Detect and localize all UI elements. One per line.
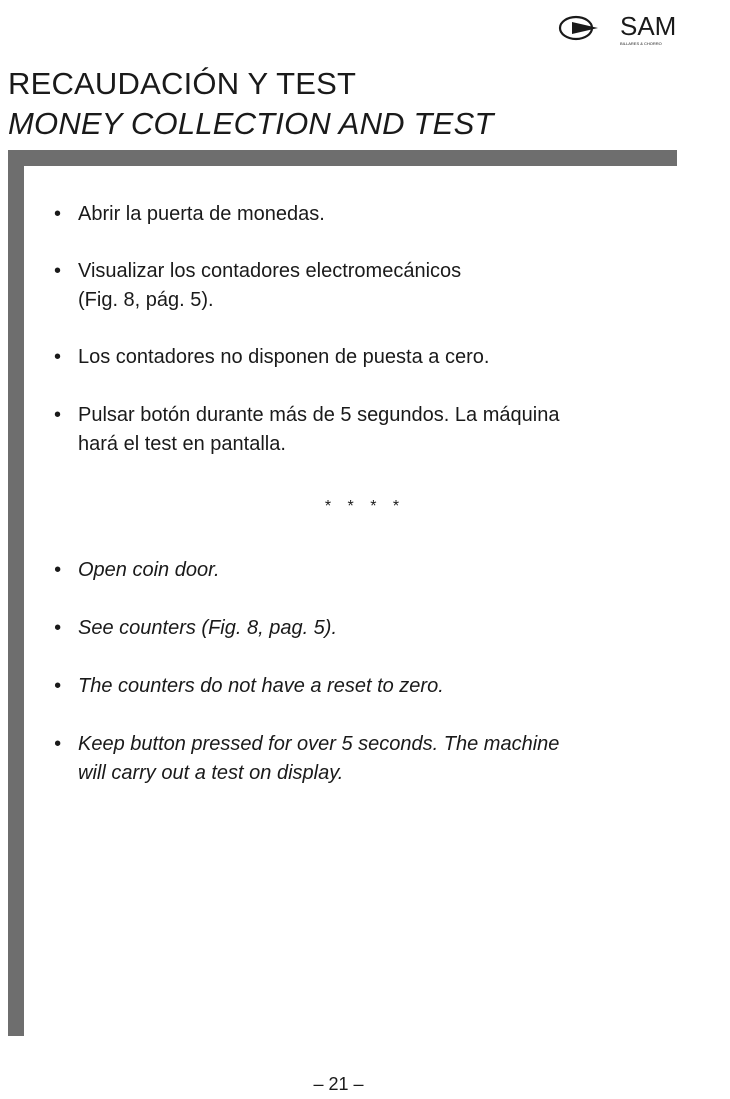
page-number: – 21 – [313,1074,364,1094]
bullet-glyph: • [54,733,62,755]
bullet-glyph: • [54,346,62,368]
bullet-glyph: • [54,559,62,581]
list-item-text: Keep button pressed for over 5 seconds. The machine [78,733,560,755]
frame-top-bar [8,150,677,166]
list-item-text: Visualizar los contadores electromecánicos [78,260,462,282]
list-item-text: hará el test en pantalla. [78,433,286,455]
bullet-glyph: • [54,260,62,282]
list-item-text: See counters (Fig. 8, pag. 5). [78,617,338,639]
frame-left-bar [8,150,24,1036]
page-title [8,64,494,144]
list-item-text: The counters do not have a reset to zero. [78,675,444,697]
list-item-text: Los contadores no disponen de puesta a cero. [78,346,490,368]
sam-logo [558,8,677,48]
logo-text: SAM [620,11,677,41]
bullet-glyph: • [54,404,62,426]
list-item-text: Open coin door. [78,559,220,581]
title-english: MONEY COLLECTION AND TEST [8,106,494,141]
title-spanish: RECAUDACIÓN Y TEST [8,66,357,101]
bullet-glyph: • [54,617,62,639]
bullet-glyph: • [54,203,62,225]
section-separator: * * * * [324,498,406,515]
list-item-text: will carry out a test on display. [78,762,344,784]
list-item-text: Pulsar botón durante más de 5 segundos. La máquina [78,404,560,426]
bullet-glyph: • [54,675,62,697]
list-item-text: Abrir la puerta de monedas. [78,203,325,225]
logo-subtext: BILLARES & CHORRO [620,41,662,46]
list-item-text: (Fig. 8, pág. 5). [78,289,214,311]
